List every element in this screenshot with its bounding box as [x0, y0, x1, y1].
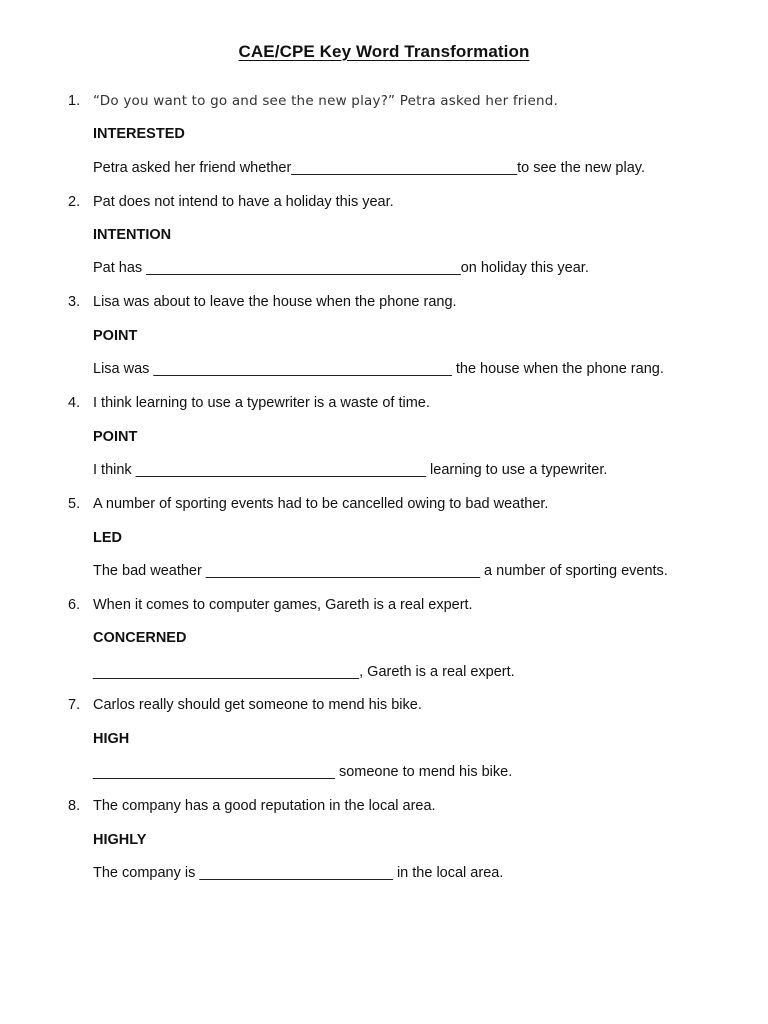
question-number: 3. [68, 294, 81, 310]
question-number: 5. [68, 496, 81, 512]
key-word: POINT [93, 429, 138, 445]
key-word: CONCERNED [93, 630, 187, 646]
answer-line: Lisa was _____________________________________ the house when the phone rang. [93, 361, 664, 377]
answer-line: The company is ________________________ in the local area. [93, 865, 504, 881]
question-number: 6. [68, 597, 81, 613]
question-number: 2. [68, 194, 81, 210]
question-sentence: Lisa was about to leave the house when the phone rang. [93, 294, 457, 310]
key-word: HIGH [93, 731, 130, 747]
question-number: 4. [68, 395, 81, 411]
question-sentence: The company has a good reputation in the local area. [93, 798, 436, 814]
answer-line: Pat has _______________________________________on holiday this year. [93, 260, 589, 276]
question-sentence: Pat does not intend to have a holiday this year. [93, 194, 394, 210]
key-word: INTERESTED [93, 126, 185, 142]
question-sentence: When it comes to computer games, Gareth is a real expert. [93, 597, 473, 613]
answer-line: _________________________________, Gareth is a real expert. [93, 664, 515, 680]
answer-line: The bad weather __________________________________ a number of sporting events. [93, 563, 668, 579]
key-word: INTENTION [93, 227, 172, 243]
question-number: 7. [68, 697, 81, 713]
question-number: 1. [68, 93, 81, 109]
answer-line: ______________________________ someone to mend his bike. [93, 764, 513, 780]
answer-line: I think ____________________________________ learning to use a typewriter. [93, 462, 608, 478]
question-sentence: I think learning to use a typewriter is a waste of time. [93, 395, 430, 411]
page-title: CAE/CPE Key Word Transformation [238, 42, 530, 61]
key-word: POINT [93, 328, 138, 344]
question-sentence: A number of sporting events had to be cancelled owing to bad weather. [93, 496, 549, 512]
question-sentence: Carlos really should get someone to mend his bike. [93, 697, 422, 713]
key-word: LED [93, 530, 122, 546]
question-sentence: “Do you want to go and see the new play?” Petra asked her friend. [93, 93, 558, 109]
key-word: HIGHLY [93, 832, 147, 848]
answer-line: Petra asked her friend whether____________________________to see the new play. [93, 160, 645, 176]
question-number: 8. [68, 798, 81, 814]
